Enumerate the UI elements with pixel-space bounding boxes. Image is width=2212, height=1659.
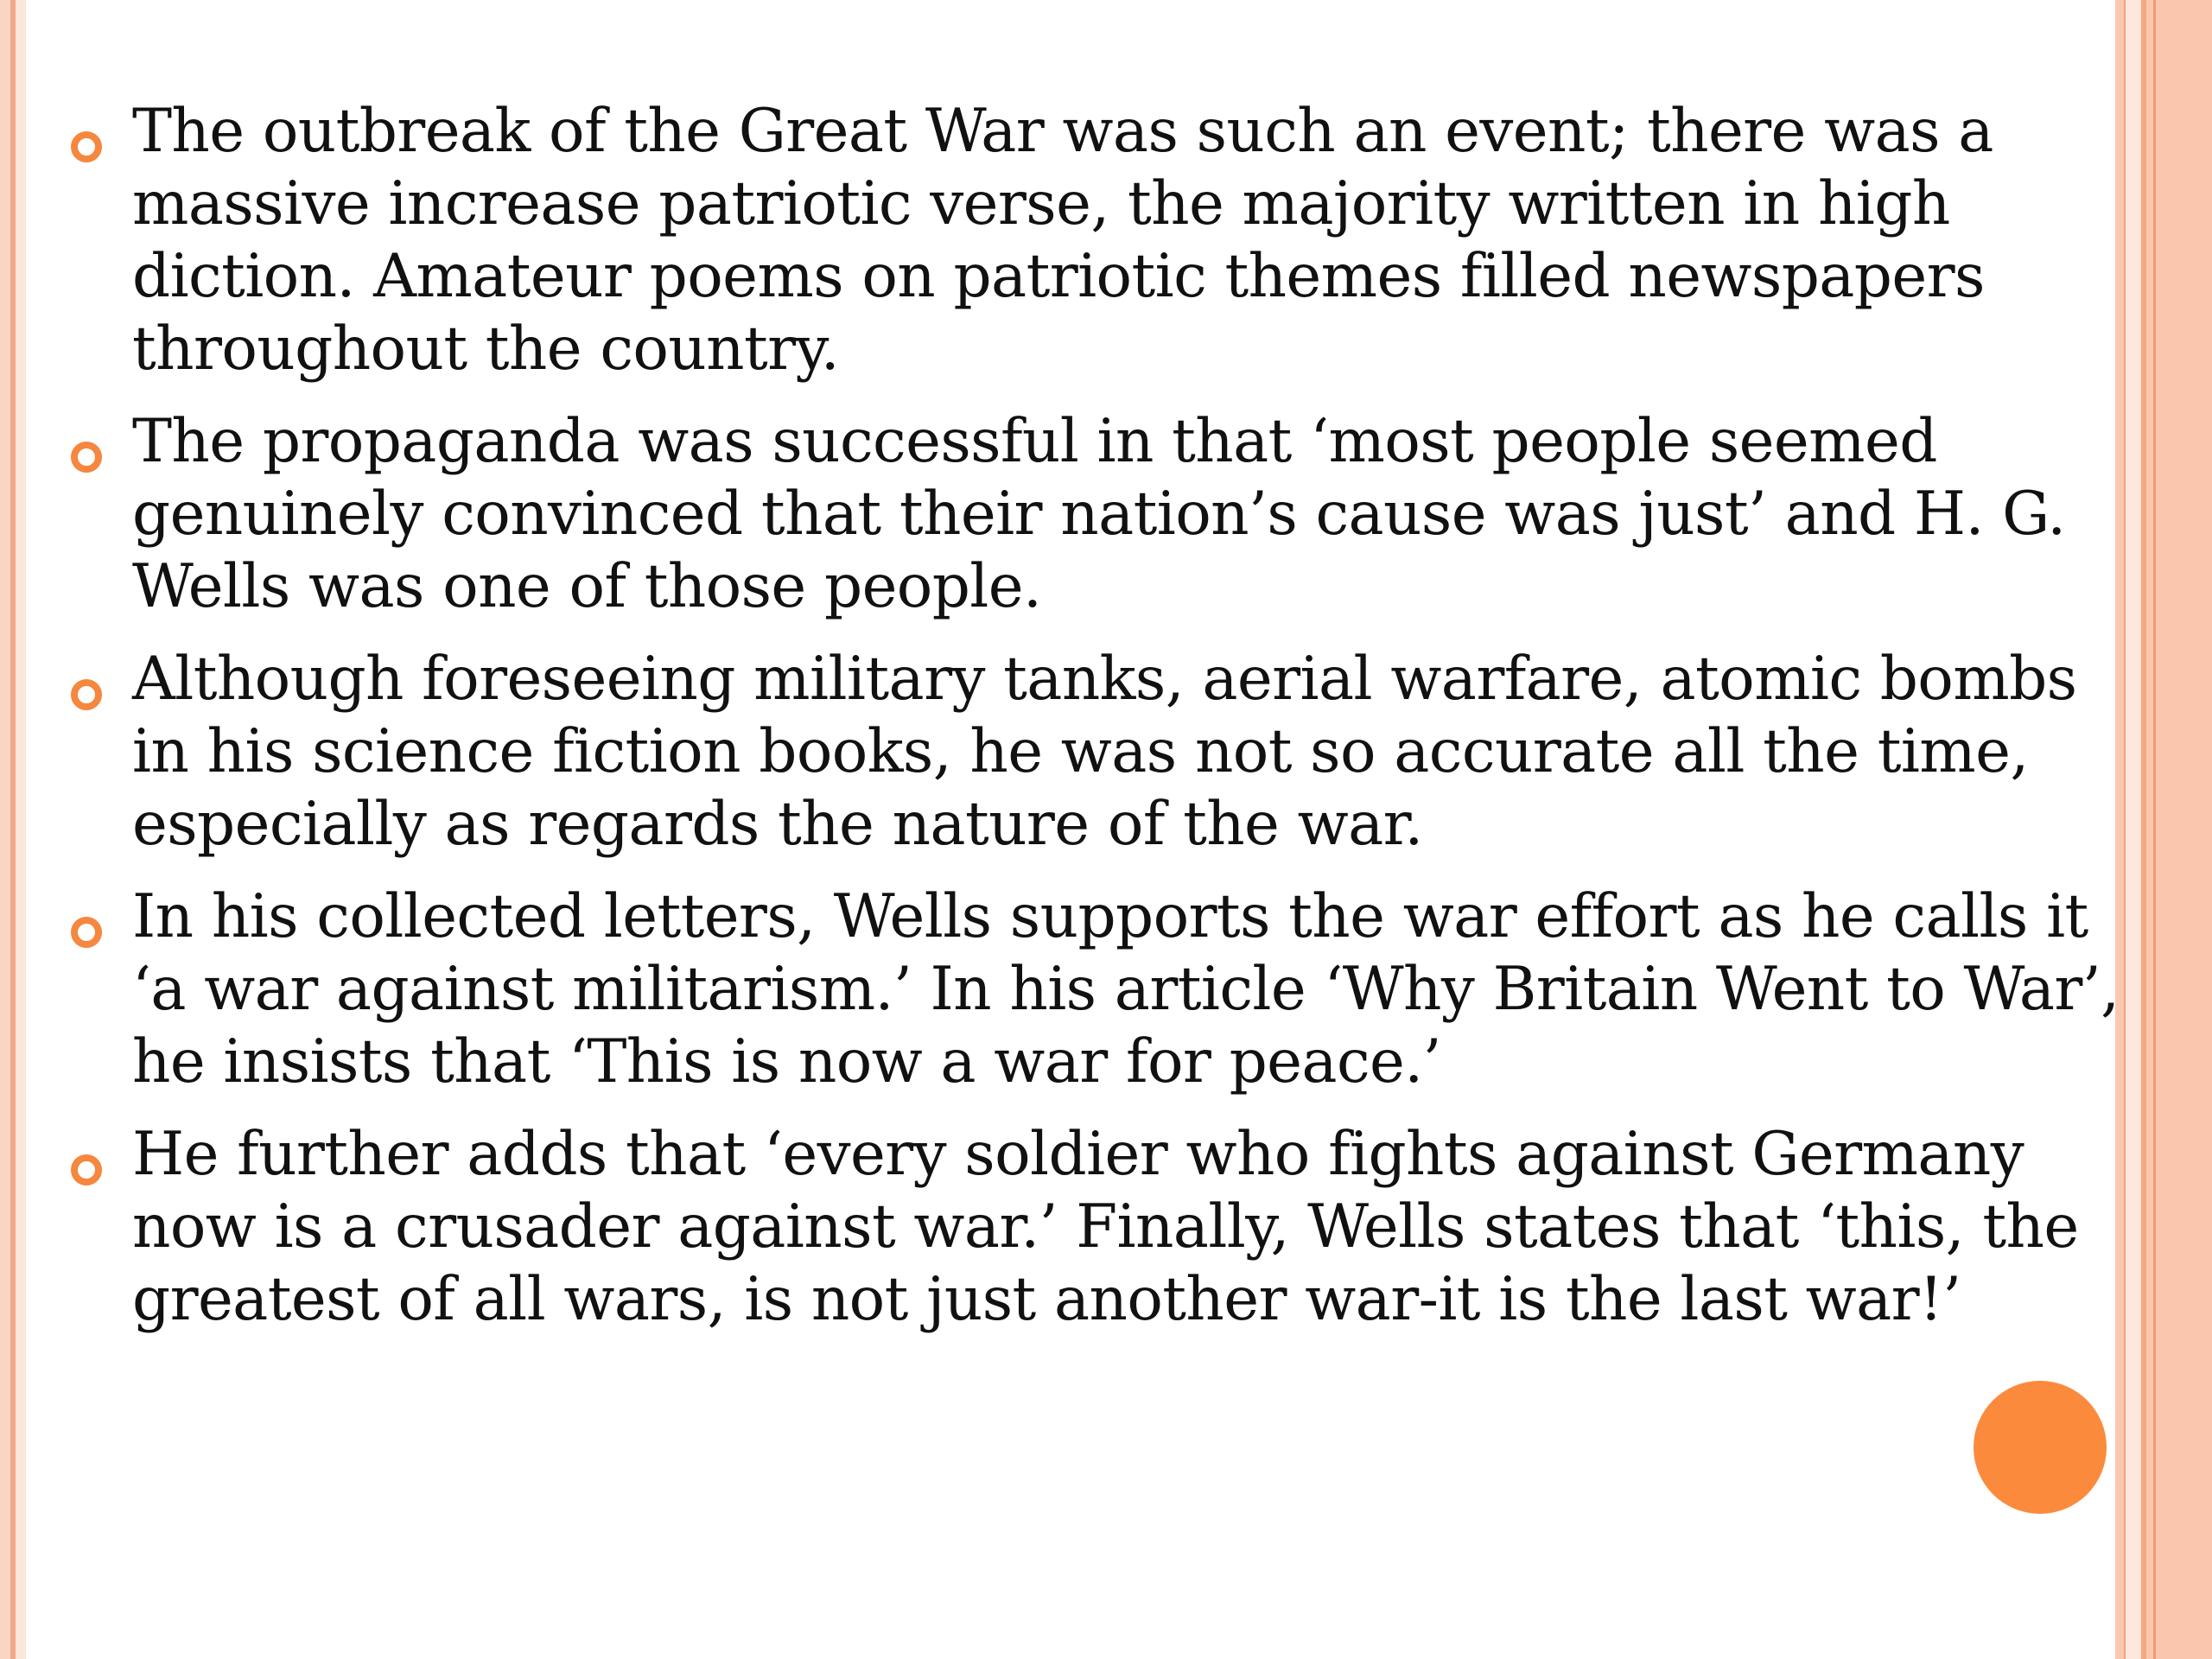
bullet-item (0, 405, 2145, 623)
hollow-circle-bullet-icon (71, 442, 102, 473)
bullet-list (0, 95, 2160, 1356)
orange-circle-decoration (1974, 1381, 2107, 1514)
bullet-item (0, 880, 2145, 1098)
hollow-circle-bullet-icon (71, 131, 102, 162)
bullet-text: The outbreak of the Great War was such an event; there was a massive increase patriotic verse, the majority written in high diction. Amateur poems on patriotic themes filled newspapers throughout the country. (132, 97, 1993, 384)
bullet-item (0, 1118, 2145, 1336)
bullet-text: In his collected letters, Wells supports the war effort as he calls it ‘a war against militarism.’ In his article ‘Why Britain Went to War’, he insists that ‘This is now a war for peace.’ (132, 882, 2120, 1096)
bullet-text: Although foreseeing military tanks, aerial warfare, atomic bombs in his science fiction books, he was not so accurate all the time, especially as regards the nature of the war. (132, 645, 2077, 859)
bullet-item (0, 643, 2145, 861)
bullet-text: The propaganda was successful in that ‘most people seemed genuinely convinced that their nation’s cause was just’ and H. G. Wells was one of those people. (132, 407, 2066, 621)
hollow-circle-bullet-icon (71, 679, 102, 710)
bullet-item (0, 95, 2145, 385)
bullet-text: He further adds that ‘every soldier who fights against Germany now is a crusader against war.’ Finally, Wells states that ‘this, the greatest of all wars, is not just another war-it is the last war!’ (132, 1120, 2079, 1334)
hollow-circle-bullet-icon (71, 917, 102, 948)
hollow-circle-bullet-icon (71, 1154, 102, 1185)
